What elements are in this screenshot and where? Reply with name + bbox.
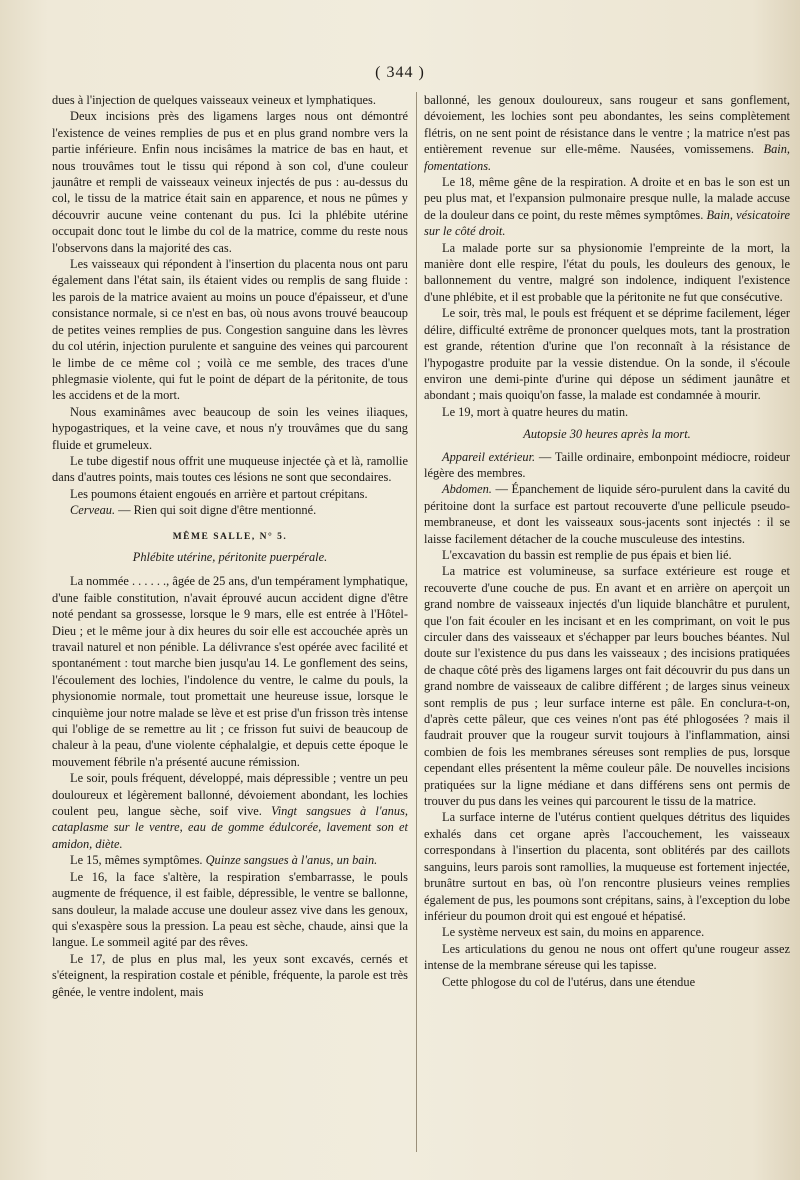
- case-subheading: Phlébite utérine, péritonite puerpérale.: [132, 549, 328, 564]
- treatment-text: Bain, fomentations.: [424, 142, 790, 173]
- paragraph: Nous examinâmes avec beaucoup de soin les veines iliaques, hypogastriques, et la veine cave, et nous n'y trouvâmes que du sang fluide et grumeleux.: [52, 404, 408, 452]
- paragraph-text: ballonné, les genoux douloureux, sans rougeur et sans gonflement, dévoiement, les lochies sont peu abondantes, les seins complètement flétris, on ne sent point de résistance dans le ventre ; la matrice n'est pas entièrement revenue sur elle-même. Nausées, vomissemens.: [424, 93, 790, 157]
- paragraph: dues à l'injection de quelques vaisseaux veineux et lymphatiques.: [52, 93, 376, 107]
- treatment-text: Bain, vésicatoire sur le côté droit.: [424, 207, 790, 239]
- paragraph: Deux incisions près des ligamens larges nous ont démontré l'existence de veines remplies de pus et en plus grand nombre vers la partie inférieure. Enfin nous incisâmes la matrice de bas en haut, et nous trouvâmes tout le tissu qui répond à son col, d'une couleur jaunâtre et rempli de vaisseaux veineux injectés de pus : au-dessus du col, le tissu de la matrice était sain en apparence, et nous ne pûmes y découvrir aucune veine contenant du pus. Ici la phlébite utérine occupait donc tout le limbe du col de la matrice, comme du reste nous l'observons dans la majorité des cas.: [52, 109, 408, 255]
- paragraph: Le soir, très mal, le pouls est fréquent et se déprime facilement, léger délire, difficulté extrême de prononcer quelques mots, tant la prostration est grande, rétention d'urine que l'on reconnaît à la résistance de l'hypogastre produite par la vessie distendue. On la sonde, il s'écoule environ une demi-pinte d'urine qui dépose un sédiment jaunâtre et abondant ; mais quoiqu'on fasse, la malade est condamnée à mourir.: [424, 306, 790, 403]
- autopsy-heading: Autopsie 30 heures après la mort.: [523, 427, 691, 442]
- paragraph: Le tube digestif nous offrit une muqueuse injectée çà et là, ramollie dans d'autres points, mais toutes ces lésions ne sont que secondaires.: [52, 453, 408, 485]
- paragraph-text: Le soir, pouls fréquent, développé, mais dépressible ; ventre un peu douloureux et légèrement ballonné, dévoiement abondant, les lochies coulent peu, langue sèche, soif vive.: [52, 771, 408, 819]
- section-label: Cerveau.: [70, 503, 116, 518]
- paragraph: L'excavation du bassin est remplie de pus épais et bien lié.: [442, 547, 732, 562]
- paragraph: [424, 481, 790, 547]
- paragraph-text: — Épanchement de liquide séro-purulent dans la cavité du péritoine dont la surface est partout recouverte d'une pellicule pseudo-membraneuse, et dont les vaisseaux sous-jacents sont injectés : il se laisse facilement détacher de la couche musculeuse des intestins.: [424, 482, 790, 546]
- right-column: [424, 92, 790, 990]
- paragraph: [424, 449, 790, 482]
- left-column: [52, 92, 408, 1000]
- paragraph: Les vaisseaux qui répondent à l'insertion du placenta nous ont paru également dans l'état sain, ils étaient vides ou remplis de sang fluide : les parois de la matrice avaient au moins un pouce d'épaisseur, et d'une consistance normale, si ce n'est en bas, où nous avons trouvé beaucoup de petites veines remplies de pus. Congestion sanguine dans les lèvres du col utérin, injection purulente et sanguine des veines qui parcourent le limbe de ce même col ; voilà ce me semble, des traces d'une phlegmasie violente, qui fut le point de départ de la péritonite, de tous les accidens et de la mort.: [52, 257, 408, 403]
- paragraph: Le 16, la face s'altère, la respiration s'embarrasse, le pouls augmente de fréquence, il est faible, dépressible, le ventre se ballonne, sans douleur, la malade accuse une douleur assez vive dans les genoux, qui s'exaspère sous la pression. La peau est sèche, chaude, ainsi que la langue. Le sommeil agité par des rêves.: [52, 869, 408, 950]
- paragraph: [424, 174, 790, 240]
- paragraph: [52, 852, 408, 868]
- paragraph: [52, 770, 408, 852]
- paragraph: [52, 502, 408, 518]
- section-label: Abdomen.: [442, 482, 492, 497]
- paragraph-text: Le 15, mêmes symptômes.: [70, 853, 206, 868]
- paragraph-text: — Taille ordinaire, embonpoint médiocre, roideur légère des membres.: [424, 449, 790, 480]
- treatment-text: Vingt sangsues à l'anus, cataplasme sur le ventre, eau de gomme édulcorée, lavement son et amidon, diète.: [52, 804, 408, 851]
- paragraph: Le 19, mort à quatre heures du matin.: [442, 404, 629, 419]
- page-number: ( 344 ): [375, 64, 425, 81]
- case-heading: MÊME SALLE, N° 5.: [172, 531, 288, 542]
- paragraph: La matrice est volumineuse, sa surface extérieure est rouge et recouverte d'une couche de pus. En avant et en arrière on aperçoit un grand nombre de vaisseaux injectés d'un liquide blanchâtre et purulent, que l'on fait écouler en les incisant et en les comprimant, on voit le pus circuler dans des vaisseaux et s'échapper par leurs bouches béantes. Nul doute sur l'existence du pus dans les vaisseaux ; des incisions pratiquées de chaque côté près des ligamens larges ont fait découvrir du pus dans un grand nombre de vaisseaux de calibre différent ; de larges sinus veineux sont remplis de pus ; leur surface interne est pâle. En conclura-t-on, d'après cette pâleur, que ces veines n'ont pas été phlogosées ? mais il faudrait prouver que la rougeur survit toujours à l'inflammation, ainsi combien de fois les membranes séreuses sont remplies de pus, lorsque cependant elles présentent la même couleur pâle. De nouvelles incisions pratiquées sur la ligne médiane et dans différens sens ont permis de trouver du pus dans les veines qui parcourent le tissu de la matrice.: [424, 564, 790, 809]
- column-divider: [416, 92, 417, 1152]
- paragraph-text: — Rien qui soit digne d'être mentionné.: [115, 503, 317, 518]
- paragraph: Les articulations du genou ne nous ont offert qu'une rougeur assez intense de la membrane séreuse qui les tapisse.: [424, 941, 790, 973]
- paragraph: [424, 92, 790, 174]
- paragraph-text: Le 18, même gêne de la respiration. A droite et en bas le son est un peu plus mat, et l'expansion pulmonaire presque nulle, la malade accuse de la douleur dans ce point, du reste mêmes symptômes.: [424, 175, 790, 222]
- paragraph: La surface interne de l'utérus contient quelques détritus des liquides exhalés dans cet organe après l'accouchement, les vaisseaux correspondans à l'insertion du placenta, sont oblitérés par des caillots sanguins, leurs parois sont ramollies, la muqueuse est fortement injectée, brunâtre surtout en bas, où l'on rencontre plusieurs veines remplies également de pus, les poumons sont crépitans, sains, à l'exception du lobe inférieur du poumon droit qui est engoué et hépatisé.: [424, 810, 790, 923]
- section-label: Appareil extérieur.: [442, 449, 536, 464]
- paragraph: Les poumons étaient engoués en arrière et partout crépitans.: [70, 486, 368, 501]
- treatment-text: Quinze sangsues à l'anus, un bain.: [205, 853, 378, 868]
- paragraph: Le système nerveux est sain, du moins en apparence.: [442, 925, 705, 940]
- paragraph: La nommée . . . . . ., âgée de 25 ans, d'un tempérament lymphatique, d'une faible constitution, n'avait éprouvé aucun accident digne d'être noté pendant sa grossesse, lorsque le 9 mars, elle est entrée à l'Hôtel-Dieu ; et le même jour à dix heures du soir elle est accouchée après un travail naturel et non pénible. La délivrance s'est opérée avec facilité et spontanément : tout marche bien jusqu'au 14. Le gonflement des seins, l'écoulement des lochies, l'indolence du ventre, le calme du pouls, la physionomie normale, tout promettait une heureuse issue, lorsque le cinquième jour notre malade se lève et est prise d'un frisson très intense qui l'oblige de se remettre au lit ; ce frisson fut suivi de beaucoup de chaleur à la peau, d'une violente céphalalgie, et depuis cette époque le mouvement fébrile n'a présenté aucune rémission.: [52, 574, 408, 769]
- paragraph: La malade porte sur sa physionomie l'empreinte de la mort, la manière dont elle respire, l'état du pouls, les douleurs des genoux, le ballonnement du ventre, malgré son indolence, indiquent l'existence d'une phlébite, et il est probable que la péritonite ne fut que consécutive.: [424, 240, 790, 304]
- paragraph: Cette phlogose du col de l'utérus, dans une étendue: [442, 974, 696, 989]
- paragraph: Le 17, de plus en plus mal, les yeux sont excavés, cernés et s'éteignent, la respiration costale et pénible, fréquente, la parole est très gênée, le ventre indolent, mais: [52, 951, 408, 999]
